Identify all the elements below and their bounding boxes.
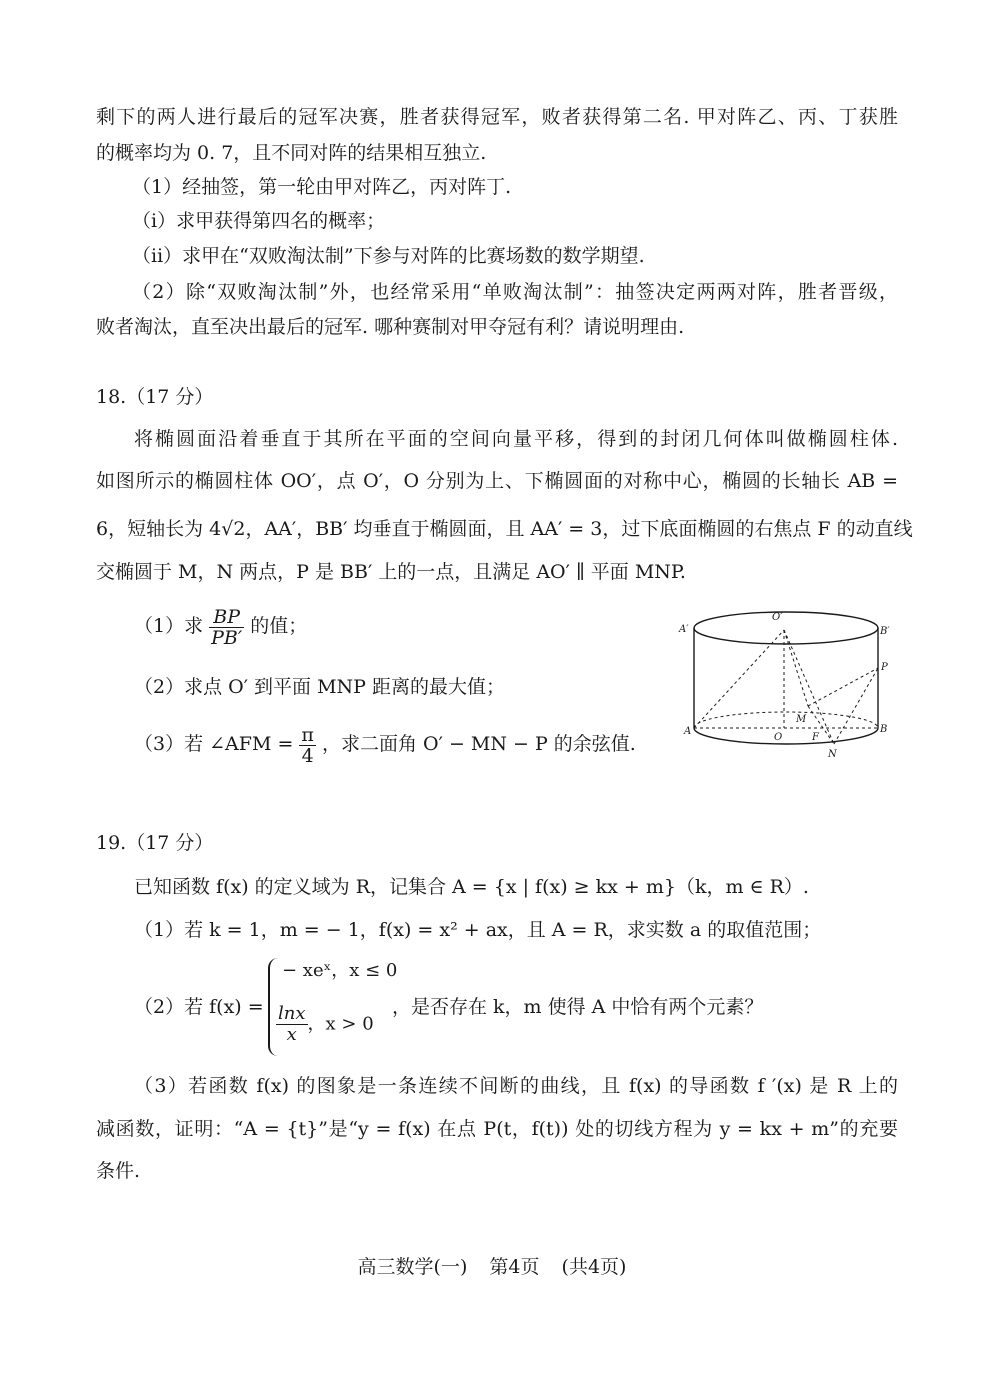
q18-line4: 交椭圆于 M，N 两点，P 是 BB′ 上的一点，且满足 AO′ ∥ 平面 MNP.: [96, 561, 686, 583]
q18-part3-pre: （3）若 ∠AFM =: [134, 733, 294, 755]
footer-total: (共4页): [561, 1256, 627, 1278]
top-ellipse: [694, 612, 878, 644]
q18-part3-fraction: [299, 725, 316, 766]
label-O-prime: O′: [772, 612, 783, 623]
q18-header: 18.（17 分）: [96, 386, 214, 408]
q18-sqrt: 4√2: [209, 518, 246, 540]
label-M: M: [796, 714, 807, 725]
q18-line3: [96, 516, 913, 542]
q18-part3: [134, 722, 636, 766]
q17-part1-ii: （ⅱ）求甲在“双败淘汰制”下参与对阵的比赛场数的数学期望.: [132, 245, 645, 267]
fraction-numerator: BP: [209, 607, 244, 628]
q17-part2-line2: 败者淘汰，直至决出最后的冠军. 哪种赛制对甲夺冠有利？请说明理由.: [96, 316, 685, 338]
label-N: N: [828, 749, 837, 760]
label-P: P: [881, 662, 888, 673]
q18-line1: 将椭圆面沿着垂直于其所在平面的空间向量平移，得到的封闭几何体叫做椭圆柱体.: [134, 428, 898, 450]
q19-part3-line1: （3）若函数 f(x) 的图象是一条连续不间断的曲线，且 f(x) 的导函数 f ′(x) 是 R 上的: [134, 1075, 898, 1097]
fraction-numerator: lnx: [278, 1003, 306, 1024]
q17-line2: 的概率均为 0. 7，且不同对阵的结果相互独立.: [96, 142, 487, 164]
label-B-prime: B′: [880, 626, 890, 637]
q18-part1-post: 的值；: [250, 615, 308, 637]
q19-case1: − xeˣ，x ≤ 0: [282, 960, 398, 981]
fraction-denominator: 4: [301, 744, 314, 767]
label-A: A: [684, 726, 692, 737]
bottom-ellipse-back: [694, 712, 878, 728]
fraction-numerator: π: [301, 723, 314, 746]
q19-part2-post: ，是否存在 k，m 使得 A 中恰有两个元素？: [392, 996, 764, 1018]
q19-header: 19.（17 分）: [96, 832, 214, 854]
q17-part2-line1: （2）除“双败淘汰制”外，也经常采用“单败淘汰制”：抽签决定两两对阵，胜者晋级，: [132, 281, 898, 303]
q18-part3-post: ，求二面角 O′ − MN − P 的余弦值.: [321, 733, 636, 755]
q19-case2: [276, 1004, 374, 1045]
q17-line1: 剩下的两人进行最后的冠军决赛，胜者获得冠军，败者获得第二名. 甲对阵乙、丙、丁获胜: [96, 106, 898, 128]
q19-part3-line2: 减函数，证明：“A = {t}”是“y = f(x) 在点 P(t，f(t)) 处的切线方程为 y = kx + m”的充要: [96, 1118, 898, 1140]
q18-line3-a: 6，短轴长为: [96, 518, 210, 540]
case2-condition: ，x > 0: [307, 1013, 374, 1035]
page-footer: [0, 1254, 984, 1280]
elliptic-cylinder-figure: [676, 606, 896, 766]
line-AO: [694, 630, 784, 728]
fraction-denominator: PB′: [211, 626, 243, 649]
label-F: F: [812, 732, 819, 743]
footer-title: 高三数学(一): [357, 1256, 468, 1278]
q18-part1: [134, 604, 307, 648]
label-O: O: [774, 732, 783, 743]
q18-line3-c: ，AA′，BB′ 均垂直于椭圆面，且 AA′ = 3，过下底面椭圆的右焦点 F 的动直线: [245, 518, 913, 540]
footer-page: 第4页: [489, 1256, 540, 1278]
q17-part1-i: （ⅰ）求甲获得第四名的概率；: [132, 210, 386, 232]
q17-part1: （1）经抽签，第一轮由甲对阵乙，丙对阵丁.: [132, 176, 512, 198]
q19-part1: （1）若 k = 1，m = − 1，f(x) = x² + ax，且 A = R，求实数 a 的取值范围；: [134, 919, 822, 941]
line-ON: [784, 630, 834, 744]
q18-part1-pre: （1）求: [134, 615, 204, 637]
line-OM: [784, 630, 808, 706]
case2-fraction: [276, 1004, 308, 1045]
fraction-denominator: x: [286, 1024, 297, 1045]
q18-part1-fraction: [209, 607, 244, 648]
q18-line2: 如图所示的椭圆柱体 OO′，点 O′，O 分别为上、下椭圆面的对称中心，椭圆的长轴长 AB =: [96, 470, 898, 492]
q19-part2-pre: （2）若 f(x) =: [134, 996, 264, 1018]
label-A-prime: A′: [679, 624, 689, 635]
q18-part2: （2）求点 O′ 到平面 MNP 距离的最大值；: [134, 676, 506, 698]
label-B: B: [880, 724, 888, 735]
q19-part3-line3: 条件.: [96, 1160, 141, 1182]
bottom-ellipse-front: [694, 728, 878, 744]
q19-line1: 已知函数 f(x) 的定义域为 R，记集合 A = {x | f(x) ≥ kx + m}（k，m ∈ R）.: [134, 876, 809, 898]
